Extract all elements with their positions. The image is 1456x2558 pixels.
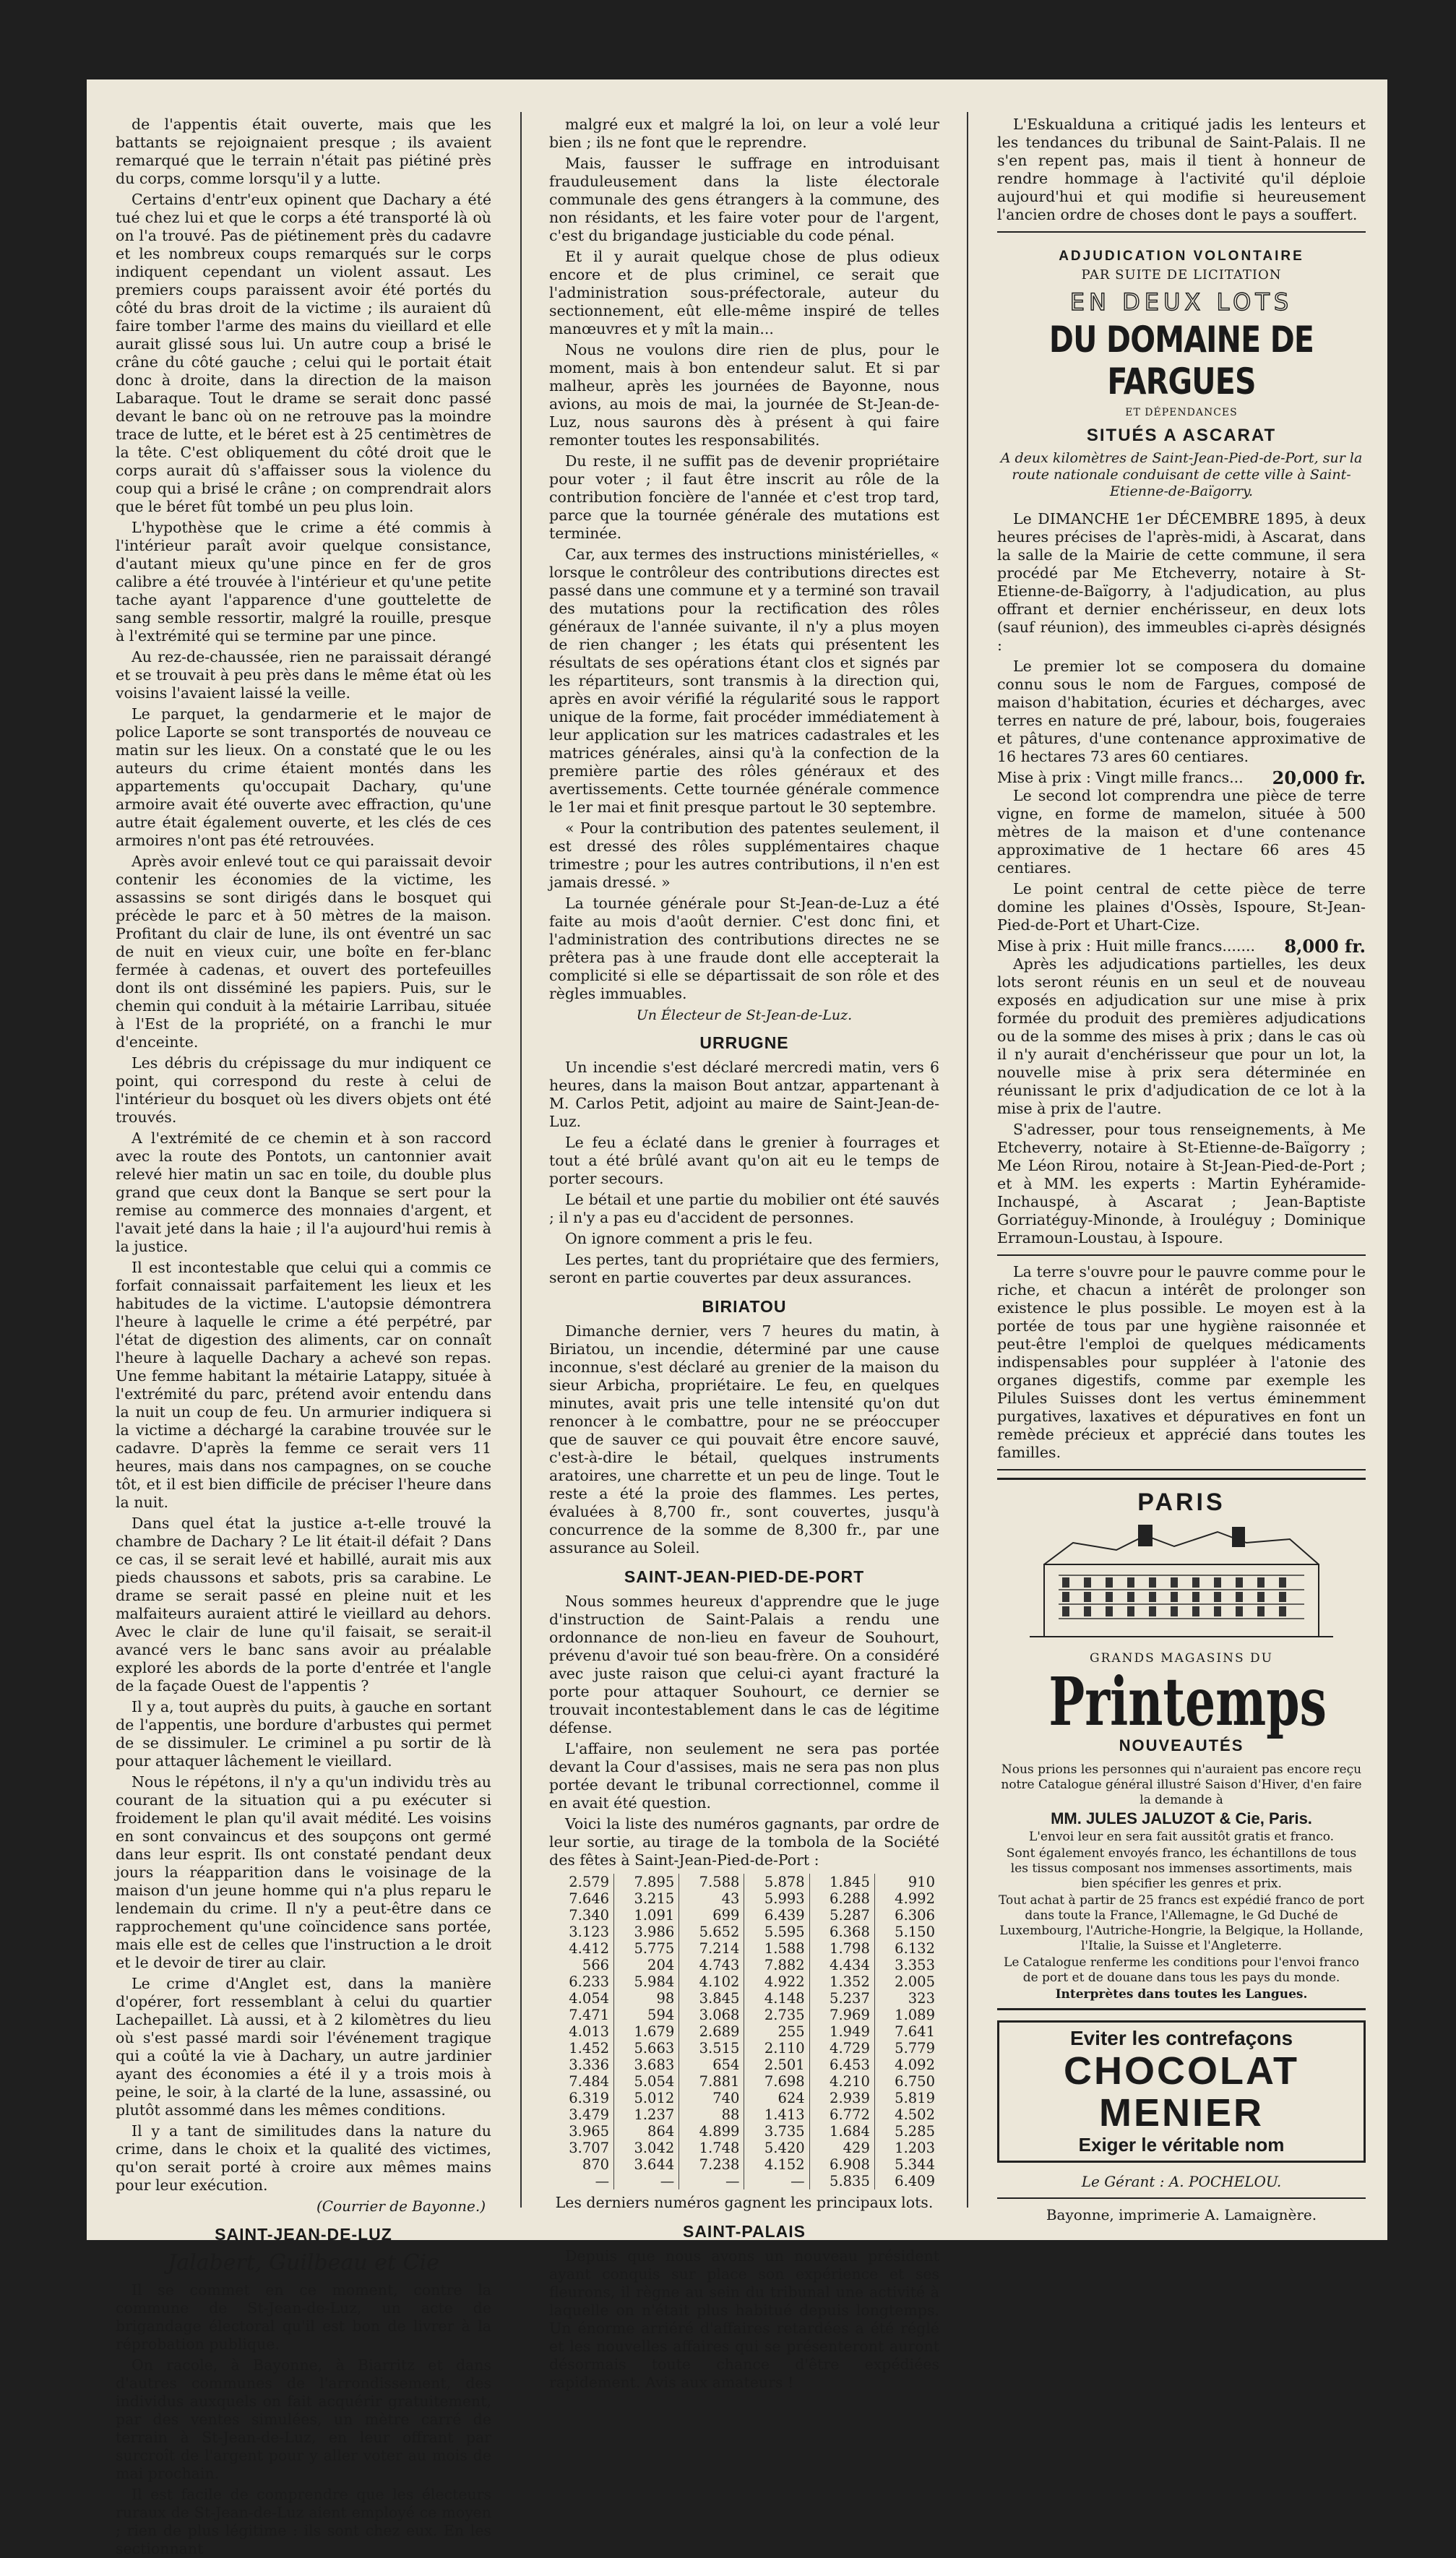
table-cell: 2.005 (874, 1973, 939, 1990)
table-cell: 3.353 (874, 1957, 939, 1973)
table-cell: 4.152 (744, 2156, 809, 2173)
table-cell: 2.735 (744, 2007, 809, 2023)
section-heading-biriatou: BIRIATOU (702, 1297, 787, 1316)
ad-footer: Exiger le véritable nom (1078, 2134, 1285, 2156)
table-cell: 1.452 (569, 2040, 610, 2057)
adjudication-domain: DU DOMAINE DE FARGUES (1048, 319, 1314, 402)
table-cell: 6.368 (809, 1924, 874, 1940)
ad-brand-line-1: CHOCOLAT (1064, 2049, 1299, 2093)
paragraph: Il se commet en ce moment, contre la commune de St-Jean-de-Luz, un acte de brigandage électoral qu'il est bon de livrer à la réprobation publique. (116, 2281, 491, 2353)
table-cell: 3.515 (679, 2040, 744, 2057)
table-cell: 3.644 (614, 2156, 679, 2173)
paragraph: Il est incontestable que celui qui a commis ce forfait connaissait parfaitement les lieux et les habitudes de la victime. L'autopsie démontrera l'heure à laquelle le crime a été perpétré, par l'état de digestion des aliments, car on connaît l'heure à laquelle Dachary a achevé son repas. Une femme habitant la métairie Latappy, située à l'extrémité du parc, prétend avoir entendu dans la nuit un coup de feu. Un armurier indiquera si la victime a déchargé la carabine trouvée sur le cadavre. D'après la femme ce serait vers 11 heures, mais dans nos campagnes, on se couche tôt, et il est bien difficile de préciser l'heure dans la nuit. (116, 1259, 491, 1511)
table-cell: 1.413 (744, 2106, 809, 2123)
table-cell: 4.899 (679, 2123, 744, 2140)
table-cell: 3.683 (614, 2057, 679, 2073)
pilules-suisses-ad: La terre s'ouvre pour le pauvre comme pour le riche, et chacun a intérêt de prolonger son existence le plus possible. Le moyen est à la portée de tous par une hygiène raisonnée et peut-être l'emploi de quelques médicaments indispensables pour suppléer à l'atonie des organes digestifs, comme par exemple les Pilules Suisses dont les vertus éminemment purgatives, laxatives et dépuratives en font un remède précieux et apprécié dans toutes les familles. (997, 1263, 1366, 1461)
table-cell: 98 (614, 1990, 679, 2007)
table-row (549, 1924, 939, 1940)
table-row (549, 2106, 939, 2123)
divider (997, 231, 1366, 233)
paragraph: Nous sommes heureux d'apprendre que le juge d'instruction de Saint-Palais a rendu une ordonnance de non-lieu en faveur de Souhourt, prévenu d'avoir tué son beau-frère. On a considéré avec juste raison que celui-ci ayant fracturé la porte pour attaquer Souhourt, ce dernier se trouvait incontestablement dans le cas de légitime défense. (549, 1593, 939, 1736)
adjudication-title: ADJUDICATION VOLONTAIRE (1059, 249, 1304, 264)
gerant-text: Le Gérant : A. POCHELOU. (1081, 2173, 1282, 2190)
table-cell: 7.895 (614, 1874, 679, 1890)
table-cell: 4.102 (679, 1973, 744, 1990)
table-row (549, 2023, 939, 2040)
paragraph: de l'appentis était ouverte, mais que les battants se rejoignaient presque ; ils avaient remarqué que le terrain n'était pas piétiné près du corps, comme lorsqu'il y a lutte. (116, 116, 491, 187)
ad-text: Nous prions les personnes qui n'auraient pas encore reçu notre Catalogue général illustré Saison d'Hiver, d'en faire la demande à (1001, 1762, 1362, 1807)
table-cell: 5.420 (744, 2140, 809, 2156)
table-cell: 5.663 (614, 2040, 679, 2057)
paragraph: Et il y aurait quelque chose de plus odieux encore et de plus criminel, ce serait que l'administration sous-préfectorale, auteur du sectionnement, eût elle-même inspiré de telles manœuvres et y mît la main... (549, 248, 939, 337)
table-cell: 870 (582, 2156, 610, 2173)
table-cell: 740 (679, 2090, 744, 2106)
table-cell: 5.779 (874, 2040, 939, 2057)
paragraph: Le bétail et une partie du mobilier ont été sauvés ; il n'y a pas eu d'accident de personnes. (549, 1191, 939, 1226)
table-row (549, 1957, 939, 1973)
price-value: 20,000 fr. (1272, 767, 1366, 788)
table-cell: 204 (614, 1957, 679, 1973)
ad-text: Sont également envoyés franco, les échantillons de tous les tissus composant nos immenses assortiments, mais bien spécifier les genres et prix. (1006, 1846, 1357, 1891)
table-cell: 5.287 (809, 1907, 874, 1924)
ad-warning: Eviter les contrefaçons (1069, 2027, 1293, 2049)
column-3 (997, 116, 1366, 2223)
table-cell: 7.238 (679, 2156, 744, 2173)
paragraph: Il y a, tout auprès du puits, à gauche en sortant de l'appentis, une bordure d'arbustes qui permet de se dissimuler. Le criminel a pu sortir de là pour attaquer lâchement le vieillard. (116, 1698, 491, 1770)
table-cell: 1.748 (679, 2140, 744, 2156)
table-cell: 7.340 (569, 1907, 610, 1924)
table-cell: 4.743 (679, 1957, 744, 1973)
table-cell: 6.772 (809, 2106, 874, 2123)
table-cell: 1.588 (744, 1940, 809, 1957)
price-label: Mise à prix : Vingt mille francs... (997, 769, 1244, 786)
table-cell: 4.092 (874, 2057, 939, 2073)
table-cell: 2.501 (744, 2057, 809, 2073)
table-row (549, 1874, 939, 1890)
table-cell: 910 (874, 1874, 939, 1890)
table-cell: 7.471 (569, 2007, 610, 2023)
paragraph: Après les adjudications partielles, les deux lots seront réunis en un seul et de nouveau exposés en adjudication sur une mise à prix formée du produit des premières adjudications ou de la somme des mises à prix ; dans le cas où il n'y aurait d'enchérisseur que pour un lot, la nouvelle mise à prix sera déterminée en réunissant le prix d'adjudication de ce lot à la mise à prix de l'autre. (997, 955, 1366, 1117)
adjudication-location-heading: SITUÉS A ASCARAT (1086, 426, 1277, 445)
ad-text: Interprètes dans toutes les Langues. (1055, 1987, 1308, 2002)
paragraph: S'adresser, pour tous renseignements, à Me Etcheverry, notaire à St-Etienne-de-Baïgorry ; Me Léon Rirou, notaire à St-Jean-Pied-de-Port ; et à MM. les experts : Martin Eyhéramide-Inchauspé, à Ascarat ; Jean-Baptiste Gorriatéguy-Minonde, à Irouléguy ; Dominique Erramoun-Loustau, à Ispoure. (997, 1121, 1366, 1246)
paragraph: Au rez-de-chaussée, rien ne paraissait dérangé et se trouvait à peu près dans le même état où les voisins l'avaient laissé la veille. (116, 648, 491, 702)
section-heading-saint-palais: SAINT-PALAIS (682, 2222, 806, 2241)
table-cell: 5.993 (744, 1890, 809, 1907)
table-cell: 1.091 (614, 1907, 679, 1924)
table-cell: 3.068 (679, 2007, 744, 2023)
article-title: Jalabert, Guilbeau et Cie (168, 2250, 439, 2275)
table-cell: 5.984 (614, 1973, 679, 1990)
table-row (549, 2123, 939, 2140)
table-cell: 1.089 (874, 2007, 939, 2023)
table-cell: 4.148 (744, 1990, 809, 2007)
paragraph: L'affaire, non seulement ne sera pas portée devant la Cour d'assises, mais ne sera pas non plus portée devant le tribunal correctionnel, comme il en avait été question. (549, 1740, 939, 1812)
table-cell: 7.646 (569, 1890, 610, 1907)
paragraph: Le premier lot se composera du domaine connu sous le nom de Fargues, composé de maison d'habitation, écuries et décharges, avec terres en nature de pré, labour, bois, fougeraies et pâtures, d'une contenance approximative de 16 hectares 73 ares 60 centiares. (997, 658, 1366, 765)
paragraph: La tournée générale pour St-Jean-de-Luz a été faite au mois d'août dernier. C'est donc fini, et l'administration des contributions directes ne se prêtera pas à une fraude dont elle accepterait la complicité si elle se départissait de son rôle et des règles immuables. (549, 895, 939, 1002)
table-cell: 1.679 (614, 2023, 679, 2040)
paragraph: L'Eskualduna a critiqué jadis les lenteurs et les tendances du tribunal de Saint-Palais. Il ne s'en repent pas, mais il tient à honneur de rendre hommage à l'activité qu'il déploie aujourd'hui et qui modifie si heureusement l'ancien ordre de choses dont le pays a souffert. (997, 116, 1366, 223)
price-line-lot-1 (997, 769, 1366, 787)
section-heading-saint-jean-pied-de-port: SAINT-JEAN-PIED-DE-PORT (624, 1567, 865, 1586)
table-row (549, 1990, 939, 2007)
table-cell: — (744, 2173, 809, 2189)
table-cell: 5.012 (614, 2090, 679, 2106)
table-cell: 6.750 (874, 2073, 939, 2090)
table-cell: 1.684 (809, 2123, 874, 2140)
table-cell: 3.735 (744, 2123, 809, 2140)
table-cell: 3.986 (614, 1924, 679, 1940)
price-value: 8,000 fr. (1284, 936, 1366, 957)
tombola-note: Les derniers numéros gagnent les principaux lots. (555, 2194, 934, 2211)
table-cell: 4.210 (809, 2073, 874, 2090)
newspaper-page (87, 79, 1387, 2557)
table-cell: 3.042 (614, 2140, 679, 2156)
column-2 (549, 116, 939, 2391)
adjudication-lots: EN DEUX LOTS (1069, 288, 1293, 316)
table-cell: 5.237 (809, 1990, 874, 2007)
table-cell: 594 (614, 2007, 679, 2023)
table-cell: 4.412 (569, 1940, 610, 1957)
ad-text: L'envoi leur en sera fait aussitôt gratis et franco. (1028, 1830, 1335, 1844)
ad-jaluzot: MM. JULES JALUZOT & Cie, Paris. (1051, 1809, 1312, 1827)
table-row (549, 1907, 939, 1924)
table-cell: 1.845 (809, 1874, 874, 1890)
column-1 (116, 116, 491, 2557)
article-signature: Un Électeur de St-Jean-de-Luz. (636, 1007, 853, 1023)
table-cell: 5.054 (614, 2073, 679, 2090)
adjudication-location: A deux kilomètres de Saint-Jean-Pied-de-Port, sur la route nationale conduisant de cette ville à Saint-Etienne-de-Baïgorry. (1000, 450, 1363, 499)
price-label: Mise à prix : Huit mille francs....... (997, 937, 1256, 955)
table-row (549, 2040, 939, 2057)
paragraph: Le crime d'Anglet est, dans la manière d'opérer, fort ressemblant à celui du quartier Lachepaillet. Là aussi, et à 2 kilomètres du lieu où s'est passé mardi soir l'événement tragique qui a coûté la vie à Dachary, un autre jardinier ayant des économies a été il y a trois mois à peine, le soir, à la clarté de la lune, assassiné, ou plutôt assommé dans les mêmes conditions. (116, 1975, 491, 2119)
paragraph: Le parquet, la gendarmerie et le major de police Laporte se sont transportés de nouveau ce matin sur les lieux. On a constaté que le ou les auteurs du crime étaient montés dans les appartements qu'occupait Dachary, qu'une armoire avait été ouverte avec effraction, qu'une autre était également ouverte, et les clés de ces armoires n'ont pas été retrouvées. (116, 705, 491, 849)
table-cell: 7.882 (744, 1957, 809, 1973)
table-cell: 699 (679, 1907, 744, 1924)
imprimerie-line: Bayonne, imprimerie A. Lamaignère. (1046, 2206, 1317, 2223)
table-cell: 6.233 (569, 1973, 610, 1990)
adjudication-notice (997, 249, 1366, 1247)
paragraph: L'hypothèse que le crime a été commis à l'intérieur paraît avoir quelque consistance, d'autant mieux qu'une pince en fer de gros calibre a été trouvée à l'intérieur et qu'une petite tache ayant l'apparence d'une gouttelette de sang semble ressortir, malgré la rouille, presque à l'extrémité qui se termine par une pince. (116, 519, 491, 645)
table-cell: 3.965 (569, 2123, 610, 2140)
table-row (549, 1940, 939, 1957)
table-cell: 7.881 (679, 2073, 744, 2090)
divider (997, 1254, 1366, 1256)
paragraph: Le second lot comprendra une pièce de terre vigne, en forme de mamelon, située à 500 mètres de la maison et d'une contenance approximative de 1 hectare 66 ares 45 centiares. (997, 787, 1366, 877)
table-cell: 624 (744, 2090, 809, 2106)
table-cell: — (595, 2173, 610, 2189)
table-cell: 2.939 (809, 2090, 874, 2106)
table-cell: 864 (614, 2123, 679, 2140)
table-cell: 43 (679, 1890, 744, 1907)
table-cell: 4.013 (569, 2023, 610, 2040)
table-cell: 5.819 (874, 2090, 939, 2106)
ad-brand-line-2: MENIER (1098, 2091, 1264, 2135)
ad-text: Le Catalogue renferme les conditions pour l'envoi franco de port et de douane dans tous les pays du monde. (1004, 1955, 1359, 1985)
adjudication-subtitle: PAR SUITE DE LICITATION (1081, 267, 1282, 283)
table-cell: 5.344 (874, 2156, 939, 2173)
table-cell: 5.150 (874, 1924, 939, 1940)
paragraph: Le DIMANCHE 1er DÉCEMBRE 1895, à deux heures précises de l'après-midi, à Ascarat, dans la salle de la Mairie de cette commune, il sera procédé par Me Etcheverry, notaire à St-Etienne-de-Baïgorry, à l'adjudication, au plus offrant et dernier enchérisseur, en deux lots (sauf réunion), des immeubles ci-après désignés : (997, 510, 1366, 654)
paragraph: Depuis que nous avons un nouveau président ayant conquis sur place son expérience et ses fleurons, il règne au sein du tribunal une activité à laquelle on n'était plus habitué depuis longtemps. Un énorme arriéré d'affaires retardées a été réglé et les nouvelles affaires qui se présenteront auront désormais toute chance d'être expédiées rapidement. Avis aux amateurs ! (549, 2247, 939, 2391)
table-cell: 7.588 (679, 1874, 744, 1890)
paragraph: On ignore comment a pris le feu. (565, 1230, 813, 1247)
ad-paris-title: PARIS (1137, 1489, 1225, 1516)
gerant-line (997, 2173, 1366, 2190)
paragraph: Voici la liste des numéros gagnants, par ordre de leur sortie, au tirage de la tombola de la Société des fêtes à Saint-Jean-Pied-de-Port : (549, 1815, 939, 1869)
table-cell: — (614, 2173, 679, 2189)
table-cell: 3.707 (569, 2140, 610, 2156)
table-cell: 3.845 (679, 1990, 744, 2007)
table-cell: 5.878 (744, 1874, 809, 1890)
paragraph: Il y a tant de similitudes dans la nature du crime, dans le choix et la qualité des victimes, qu'on serait porté à croire aux mêmes mains pour leur exécution. (116, 2122, 491, 2194)
table-cell: 323 (874, 1990, 939, 2007)
paragraph: Il est facile de comprendre que les électeurs ruraux de St-Jean-de-Luz aient employé ce moyen ; rien de plus légitime : ils sont chez eux. En les sectionnant (116, 2486, 491, 2557)
printemps-advertisement (997, 1478, 1366, 2010)
price-line-lot-2 (997, 937, 1366, 955)
ad-text: Tout achat à partir de 25 francs est expédié franco de port dans toute la France, l'Allemagne, le Gd Duché de Luxembourg, l'Autriche-Hongrie, la Belgique, la Hollande, l'Italie, la Suisse et l'Angleterre. (999, 1893, 1364, 1953)
table-cell: 3.123 (569, 1924, 610, 1940)
paragraph: Les débris du crépissage du mur indiquent ce point, qui correspond du reste à celui de l'intérieur du bosquet où les divers objets ont été trouvés. (116, 1054, 491, 1126)
column-rule (967, 112, 968, 2208)
paragraph: Nous ne voulons dire rien de plus, pour le moment, mais à bon entendeur salut. Et si par malheur, après les journées de Bayonne, nous avions, au mois de mai, la journée de St-Jean-de-Luz, nous saurons dès à présent à qui faire remonter toutes les responsabilités. (549, 341, 939, 449)
table-cell: 6.132 (874, 1940, 939, 1957)
paragraph: Certains d'entr'eux opinent que Dachary a été tué chez lui et que le corps a été transporté là où on l'a trouvé. Pas de piétinement près du cadavre et les nombreux coups remarqués sur le corps indiquent cependant un violent assaut. Les premiers coups paraissent avoir été portés du côté du bras droit de la victime ; ils auraient dû faire tomber l'arme des mains du vieillard et elle aurait glissé sous lui. Un autre coup a brisé le crâne du côté gauche ; celui qui le portait était donc à droite, dans la direction de la maison Labaraque. Tout le drame se serait donc passé devant le banc où on ne retrouve pas la moindre trace de lutte, et le béret est à 25 centimètres de la tête. C'est obliquement du côté droit que le corps aurait dû s'affaisser sous la violence du coup qui a brisé le crâne ; on comprendrait alors que le béret fût tombé un peu plus loin. (116, 191, 491, 515)
table-cell: 6.439 (744, 1907, 809, 1924)
table-cell: 654 (679, 2057, 744, 2073)
table-cell: 88 (679, 2106, 744, 2123)
table-cell: 2.110 (744, 2040, 809, 2057)
table-cell: 5.652 (679, 1924, 744, 1940)
section-heading-urrugne: URRUGNE (699, 1033, 789, 1052)
table-row (549, 2073, 939, 2090)
table-cell: 1.798 (809, 1940, 874, 1957)
tombola-numbers-table (549, 1874, 939, 2189)
paragraph: Dans quel état la justice a-t-elle trouvé la chambre de Dachary ? Le lit était-il défait ? Dans ce cas, il se serait levé et habillé, aurait mis aux pieds chaussons et sabots, pris sa carabine. Le drame se serait passé en pleine nuit et les malfaiteurs auraient attiré le vieillard au dehors. Avec le clair de lune qu'il faisait, se serait-il avancé vers le banc sans avoir au préalable exploré les abords de la porte d'entrée et l'angle de la façade Ouest de l'appentis ? (116, 1515, 491, 1694)
table-cell: 4.502 (874, 2106, 939, 2123)
table-cell: 3.336 (569, 2057, 610, 2073)
table-cell: 5.775 (614, 1940, 679, 1957)
chocolat-menier-advertisement (997, 2020, 1366, 2163)
paragraph: Le feu a éclaté dans le grenier à fourrages et tout a été brûlé avant qu'on ait eu le temps de porter secours. (549, 1134, 939, 1187)
table-cell: 4.922 (744, 1973, 809, 1990)
table-cell: — (679, 2173, 744, 2189)
table-cell: 3.479 (569, 2106, 610, 2123)
table-row (549, 2156, 939, 2173)
ad-printemps-logo: Printemps (1048, 1663, 1327, 1741)
table-cell: 6.453 (809, 2057, 874, 2073)
table-cell: 1.203 (874, 2140, 939, 2156)
table-cell: 3.215 (614, 1890, 679, 1907)
paragraph: Nous le répétons, il n'y a qu'un individu très au courant de la situation qui a pu exécuter si froidement le plan qu'il avait médité. Les voisins en sont convaincus et des soupçons ont germé dans leur esprit. Ils ont constaté pendant deux jours la réapparition dans le voisinage de la maison d'un jeune homme qui n'a plus reparu le lendemain du crime. Il n'y a peut-être dans ce rapprochement qu'une coïncidence sans portée, mais elle est de celles que l'instruction a le droit et le devoir de tirer au clair. (116, 1773, 491, 1971)
table-cell: 7.641 (874, 2023, 939, 2040)
table-row (549, 2173, 939, 2189)
paragraph: Après avoir enlevé tout ce qui paraissait devoir contenir les économies de la victime, les assassins se sont dirigés dans le bosquet qui précède le parc et à 50 mètres de la maison. Profitant du clair de lune, ils ont éventré un sac de nuit en vieux cuir, une boîte en fer-blanc fermée à cadenas, et ouvert des portefeuilles dont ils ont disséminé les papiers. Puis, sur le chemin qui conduit à la métairie Larribau, située à l'Est de la propriété, on a franchi le mur d'enceinte. (116, 853, 491, 1051)
table-row (549, 1973, 939, 1990)
divider (997, 1469, 1366, 1470)
paragraph: Car, aux termes des instructions ministérielles, « lorsque le contrôleur des contributions directes est passé dans une commune et y a terminé son travail des mutations pour la rectification des rôles généraux de l'année suivante, il n'y a plus moyen de rien changer ; les états qui présentent les résultats de ses opérations étant clos et signés par les répartiteurs, sont transmis à la direction qui, après en avoir vérifié la régularité sous le rapport unique de la forme, fait procéder immédiatement à leur application sur les matrices cadastrales et les matrices générales, ainsi qu'à la confection de la première partie des rôles généraux et des avertissements. Cette tournée générale commence le 1er mai et finit presque partout le 30 septembre. (549, 546, 939, 816)
table-cell: 5.835 (809, 2173, 874, 2189)
table-cell: 4.729 (809, 2040, 874, 2057)
paragraph: Dimanche dernier, vers 7 heures du matin, à Biriatou, un incendie, déterminé par une cause inconnue, s'est déclaré au grenier de la maison du sieur Arbicha, propriétaire. Le feu, en quelques minutes, avait pris une telle intensité qu'on dut renoncer à le combattre, pour ne se préoccuper que de sauver ce qui pouvait être encore sauvé, c'est-à-dire le bétail, quelques instruments aratoires, une charrette et un peu de linge. Tout le reste a été la proie des flammes. Les pertes, évaluées à 8,700 fr., sont couvertes, jusqu'à concurrence de la somme de 8,300 fr., par une assurance au Soleil. (549, 1322, 939, 1556)
table-cell: 5.285 (874, 2123, 939, 2140)
section-heading-saint-jean-de-luz: SAINT-JEAN-DE-LUZ (215, 2225, 392, 2244)
column-rule (520, 112, 522, 2208)
table-cell: 5.595 (744, 1924, 809, 1940)
table-cell: 6.288 (809, 1890, 874, 1907)
paragraph: Un incendie s'est déclaré mercredi matin, vers 6 heures, dans la maison Bout antzar, appartenant à M. Carlos Petit, adjoint au maire de Saint-Jean-de-Luz. (549, 1059, 939, 1130)
paragraph: Mais, fausser le suffrage en introduisant frauduleusement dans la liste électorale communale des gens étrangers à la commune, des non résidants, et les faire voter pour de l'argent, c'est du brigandage justiciable du code pénal. (549, 155, 939, 244)
table-cell: 7.214 (679, 1940, 744, 1957)
table-cell: 255 (744, 2023, 809, 2040)
table-cell: 566 (582, 1957, 610, 1973)
table-row (549, 2090, 939, 2106)
table-cell: 429 (809, 2140, 874, 2156)
table-row (549, 2057, 939, 2073)
table-cell: 4.434 (809, 1957, 874, 1973)
paragraph: Le point central de cette pièce de terre domine les plaines d'Ossès, Ispoure, St-Jean-Pied-de-Port et Uhart-Cize. (997, 880, 1366, 934)
table-cell: 6.319 (569, 2090, 610, 2106)
adjudication-dependances: ET DÉPENDANCES (1125, 407, 1238, 418)
table-cell: 4.054 (569, 1990, 610, 2007)
table-cell: 6.306 (874, 1907, 939, 1924)
table-cell: 2.579 (569, 1874, 610, 1890)
crime-article (116, 116, 491, 2195)
table-row (549, 2140, 939, 2156)
table-cell: 1.237 (614, 2106, 679, 2123)
table-cell: 6.908 (809, 2156, 874, 2173)
paragraph: malgré eux et malgré la loi, on leur a volé leur bien ; ils ne font que le reprendre. (549, 116, 939, 151)
table-cell: 7.969 (809, 2007, 874, 2023)
article-source: (Courrier de Bayonne.) (316, 2197, 486, 2215)
table-cell: 1.352 (809, 1973, 874, 1990)
paragraph: « Pour la contribution des patentes seulement, il est dressé des rôles supplémentaires chaque trimestre ; pour les autres contributions, il n'en est jamais dressé. » (549, 819, 939, 891)
ad-nouveautes: NOUVEAUTÉS (1119, 1736, 1244, 1754)
paragraph: On racole, à Bayonne, à Biarritz et dans d'autres communes de l'arrondissement, des individus auxquels on fait acquérir gratuitement, par des ventes simulées, un mètre carré de terrain à St-Jean-de-Luz, en leur offrant par surcroît de l'argent pour y aller voter au mois de mai prochain. (116, 2356, 491, 2482)
table-cell: 7.698 (744, 2073, 809, 2090)
paragraph: Du reste, il ne suffit pas de devenir propriétaire pour voter ; il faut être inscrit au rôle de la contribution foncière de l'année et c'est trop tard, parce que la tournée générale des mutations est terminée. (549, 452, 939, 542)
table-cell: 1.949 (809, 2023, 874, 2040)
table-cell: 7.484 (569, 2073, 610, 2090)
paragraph: A l'extrémité de ce chemin et à son raccord avec la route des Pontots, un cantonnier avait relevé hier matin un sac en toile, du double plus grand que ceux dont la Banque se sert pour la remise au commerce des monnaies d'argent, et l'avait jeté dans la haie ; il l'a aujourd'hui remis à la justice. (116, 1129, 491, 1255)
table-cell: 6.409 (874, 2173, 939, 2189)
ad-grands-magasins: GRANDS MAGASINS DU (1090, 1651, 1273, 1666)
table-cell: 4.992 (874, 1890, 939, 1907)
table-cell: 2.689 (679, 2023, 744, 2040)
divider (997, 2197, 1366, 2199)
department-store-building-illustration (1030, 1521, 1333, 1644)
table-row (549, 1890, 939, 1907)
table-row (549, 2007, 939, 2023)
paragraph: Les pertes, tant du propriétaire que des fermiers, seront en partie couvertes par deux assurances. (549, 1251, 939, 1286)
